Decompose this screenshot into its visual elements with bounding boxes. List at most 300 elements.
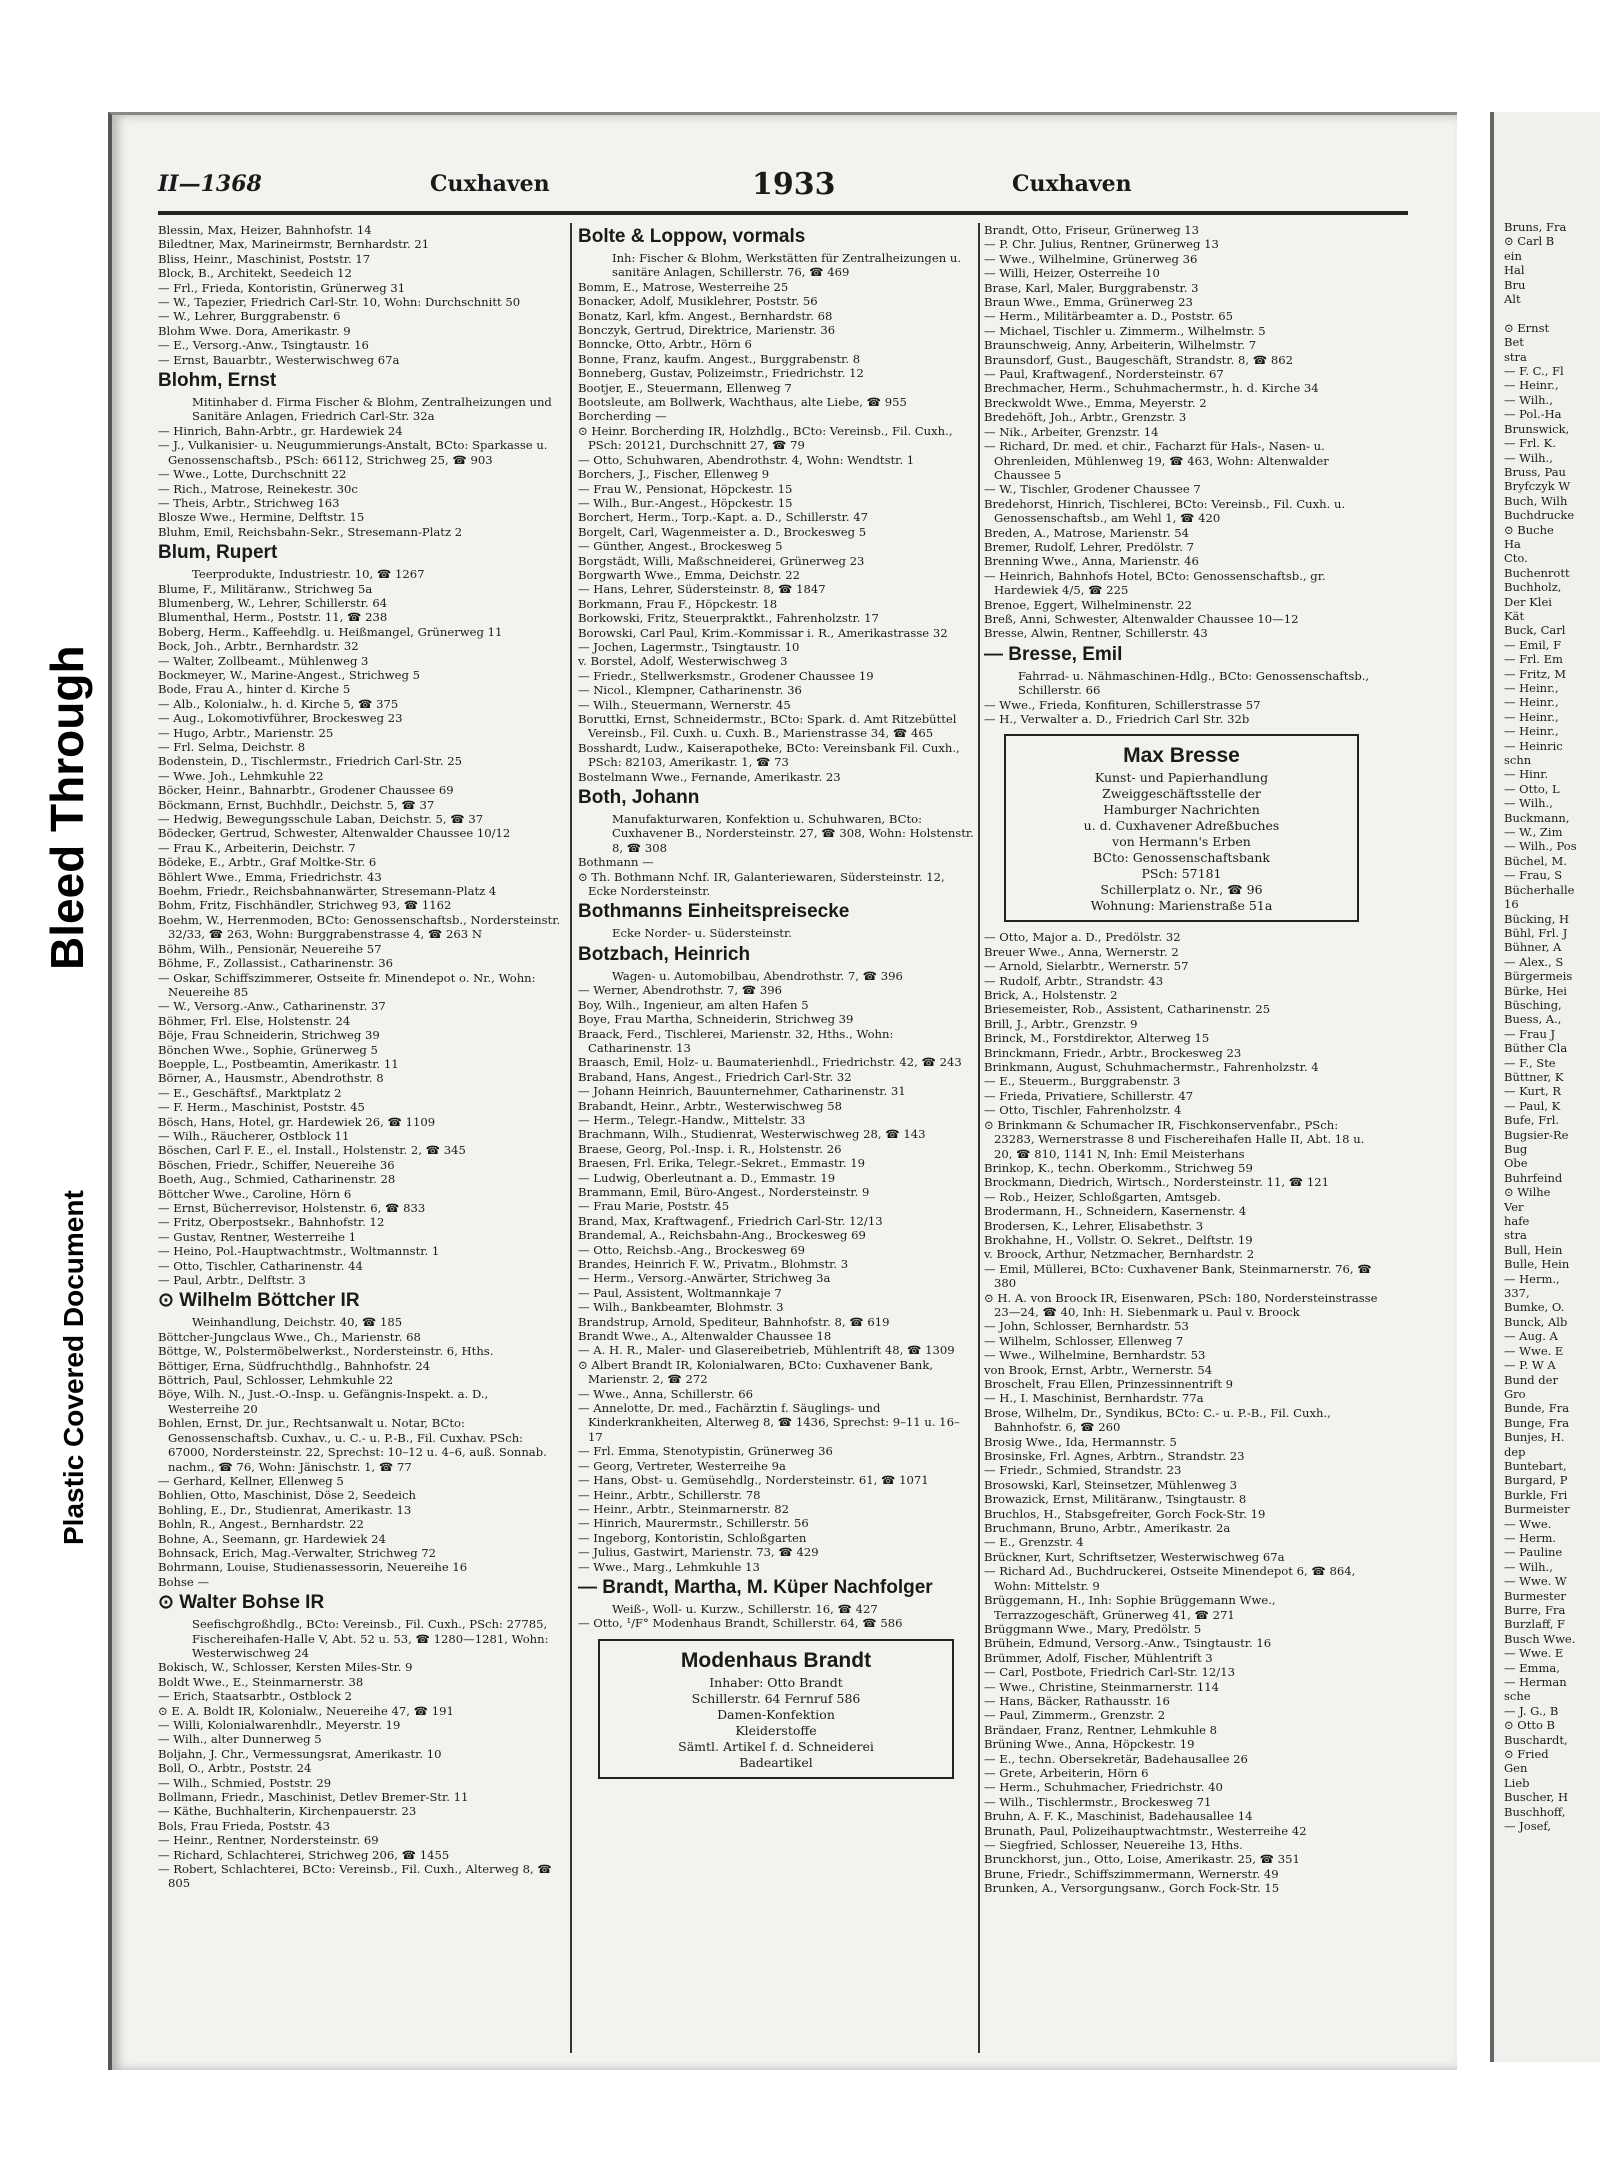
adjacent-page-line: ⊙ Fried [1504,1747,1549,1762]
directory-entry: Bohrmann, Louise, Studienassessorin, Neuereihe 16 [158,1560,468,1575]
advert-line: Kleiderstoffe [735,1722,817,1738]
directory-entry: — Herm., Telegr.-Handw., Mittelstr. 33 [578,1112,806,1127]
page-header [112,115,1457,207]
adjacent-page-line: — Wilh., [1504,450,1553,465]
adjacent-page-line: — Pauline [1504,1545,1563,1560]
directory-entry: — A. H. R., Maler- und Glasereibetrieb, Mühlentrift 48, ☎ 1309 [578,1343,955,1358]
directory-entry: Brüggemann, H., Inh: Sophie Brüggemann Wwe., Terrazzogeschäft, Grünerweg 41, ☎ 271 [984,1593,1276,1622]
adjacent-page-line: — Herm., [1504,1271,1560,1286]
directory-entry: Bootjer, E., Steuermann, Ellenweg 7 [578,380,792,395]
bleed-through-label: Bleed Through [41,645,93,970]
directory-entry: — Otto, Major a. D., Predölstr. 32 [984,930,1181,945]
directory-entry: Brunken, A., Versorgungsanw., Gorch Fock-Str. 15 [984,1881,1280,1896]
directory-entry: Brüggmann Wwe., Mary, Predölstr. 5 [984,1621,1202,1636]
adjacent-page-line: — Wilh., [1504,392,1553,407]
adjacent-page-line: — Alex., S [1504,954,1564,969]
adjacent-page-line: Bürgermeis [1504,969,1573,984]
directory-entry: — Ingeborg, Kontoristin, Schloßgarten [578,1530,807,1545]
directory-entry: Bonczyk, Gertrud, Direktrice, Marienstr. 36 [578,323,836,338]
directory-entry: — E., techn. Obersekretär, Badehausallee 26 [984,1751,1248,1766]
directory-entry: — Friedr., Stellwerksmstr., Grodener Chaussee 19 [578,668,874,683]
adjacent-page-line: ⊙ Buche [1504,522,1554,537]
adjacent-page-line: Bühl, Frl. J [1504,925,1568,940]
directory-entry: — Erich, Staatsarbtr., Ostblock 2 [158,1689,353,1704]
directory-entry: Brandt, Otto, Friseur, Grünerweg 13 [984,223,1200,237]
adjacent-page-line: dep [1504,1444,1526,1459]
column-3-entries-continued [984,930,1379,1895]
adjacent-page-line: Bunde, Fra [1504,1401,1570,1416]
directory-entry: Braunsdorf, Gust., Baugeschäft, Strandstr. 8, ☎ 862 [984,352,1293,367]
adjacent-page-line: — Wwe. E [1504,1646,1564,1661]
directory-entry: Bohse — [158,1574,210,1589]
adjacent-page-line: Bücking, H [1504,911,1570,926]
advert-lines [604,1675,948,1771]
directory-entry: Bluhm, Emil, Reichsbahn-Sekr., Stresemann-Platz 2 [158,524,463,539]
directory-entry: Breckwoldt Wwe., Emma, Meyerstr. 2 [984,395,1207,410]
directory-entry: — Aug., Lokomotivführer, Brockesweg 23 [158,711,403,726]
directory-entry: Brokhahne, H., Vollstr. O. Sekret., Delftstr. 19 [984,1232,1253,1247]
header-city-right: Cuxhaven [1012,171,1132,197]
directory-entry: — Wilh., Räucherer, Ostblock 11 [158,1128,350,1143]
directory-entry: Bohlien, Otto, Maschinist, Döse 2, Seedeich [158,1488,416,1503]
directory-page [108,112,1457,2070]
directory-entry: Bokisch, W., Schlosser, Kersten Miles-Str. 9 [158,1660,413,1675]
directory-entry: Böttiger, Erna, Südfruchthdlg., Bahnhofstr. 24 [158,1358,431,1373]
adjacent-page-line: Büsching, [1504,997,1562,1012]
directory-entry: — Jochen, Lagermstr., Tsingtaustr. 10 [578,639,800,654]
directory-entry: — Frau Marie, Poststr. 45 [578,1199,730,1214]
directory-entry: Brändaer, Franz, Rentner, Lehmkuhle 8 [984,1722,1218,1737]
adjacent-page-line: — Wwe. W [1504,1574,1567,1589]
directory-entry: Brinkmann, August, Schuhmachermstr., Fahrenholzstr. 4 [984,1060,1319,1075]
adjacent-page-line: Kät [1504,608,1525,623]
adjacent-page-line: Der Klei [1504,594,1552,609]
directory-entry: — Oskar, Schiffszimmerer, Ostseite fr. Minendepot o. Nr., Wohn: Neuereihe 85 [158,970,536,999]
directory-entry: Bodenstein, D., Tischlermstr., Friedrich Carl-Str. 25 [158,754,463,769]
directory-entry: Boljahn, J. Chr., Vermessungsrat, Amerikastr. 10 [158,1746,442,1761]
directory-entry: Brinck, M., Forstdirektor, Alterweg 15 [984,1031,1210,1046]
directory-entry: — Otto, Tischler, Catharinenstr. 44 [158,1258,363,1273]
directory-entry: Bockmeyer, W., Marine-Angest., Strichweg 5 [158,667,421,682]
directory-entry: Brand, Max, Kraftwagenf., Friedrich Carl-Str. 12/13 [578,1213,883,1228]
directory-entry: v. Broock, Arthur, Netzmacher, Bernhardstr. 2 [984,1247,1255,1262]
directory-entry: Braun Wwe., Emma, Grünerweg 23 [984,295,1193,310]
page-number: II—1368 [158,171,262,197]
directory-entry: — Michael, Tischler u. Zimmerm., Wilhelmstr. 5 [984,323,1266,338]
directory-entry: Brosinske, Frl. Agnes, Arbtrn., Strandstr. 23 [984,1449,1245,1464]
adjacent-page-line: Brunswick, [1504,421,1570,436]
directory-entry: Brockmann, Diedrich, Wirtsch., Nordersteinstr. 11, ☎ 121 [984,1175,1329,1190]
directory-heading-entry: Blohm, Ernst [158,370,277,392]
adjacent-page-line: — Hinr. [1504,767,1549,782]
directory-entry: — E., Versorg.-Anw., Tsingtaustr. 16 [158,338,369,353]
adjacent-page-line: — F. C., Fl [1504,364,1564,379]
directory-entry-detail: Teerprodukte, Industriestr. 10, ☎ 1267 [192,567,425,582]
directory-entry: Brechmacher, Herm., Schuhmachermstr., h. d. Kirche 34 [984,381,1319,396]
directory-entry: Brase, Karl, Maler, Burggrabenstr. 3 [984,280,1199,295]
directory-entry: Böttge, W., Polstermöbelwerkst., Nordersteinstr. 6, Hths. [158,1344,494,1359]
adjacent-page-line: 16 [1504,897,1519,912]
directory-entry: — Hinrich, Maurermstr., Schillerstr. 56 [578,1516,809,1531]
advert-line: Damen-Konfektion [717,1706,835,1722]
directory-entry: — Emil, Müllerei, BCto: Cuxhavener Bank, Steinmarnerstr. 76, ☎ 380 [984,1261,1372,1291]
directory-heading-entry: ⊙ Walter Bohse IR [158,1592,325,1614]
adjacent-page-line: Bufe, Frl. [1504,1113,1560,1128]
adjacent-page-line: Buckmann, [1504,810,1570,825]
directory-entry: — Nicol., Klempner, Catharinenstr. 36 [578,683,802,698]
adjacent-page-line: Gen [1504,1761,1528,1776]
directory-entry: Böschen, Carl F. E., el. Install., Holstenstr. 2, ☎ 345 [158,1143,466,1158]
adjacent-page-line: Bryfczyk W [1504,479,1571,494]
advert-line: u. d. Cuxhavener Adreßbuches [1083,818,1280,834]
directory-entry: — Paul, Arbtr., Delftstr. 3 [158,1273,306,1288]
directory-entry: — E., Steuerm., Burggrabenstr. 3 [984,1074,1181,1089]
adjacent-page-line: — F., Ste [1504,1055,1556,1070]
directory-entry: von Brook, Ernst, Arbtr., Wernerstr. 54 [984,1362,1213,1377]
adjacent-page-line: ⊙ Otto B [1504,1718,1555,1733]
directory-entry: Braasch, Emil, Holz- u. Baumaterienhdl., Friedrichstr. 42, ☎ 243 [578,1055,962,1070]
directory-entry: Boehm, Friedr., Reichsbahnanwärter, Stresemann-Platz 4 [158,884,497,899]
directory-entry: Brandemal, A., Reichsbahn-Ang., Brockesweg 69 [578,1228,866,1243]
directory-entry: Bonne, Franz, kaufm. Angest., Burggrabenstr. 8 [578,351,861,366]
directory-entry: — W., Tischler, Grodener Chaussee 7 [984,482,1201,497]
adjacent-page-line: — Heinr., [1504,724,1559,739]
directory-entry: Browazick, Ernst, Militäranw., Tsingtaustr. 8 [984,1492,1247,1507]
directory-entry: Boldt Wwe., E., Steinmarnerstr. 38 [158,1674,364,1689]
directory-entry: — Ludwig, Oberleutnant a. D., Emmastr. 19 [578,1170,836,1185]
adjacent-page-line: Bund der [1504,1372,1558,1387]
adjacent-page-line: — Frau J [1504,1026,1556,1041]
directory-entry: Bothmann — [578,855,654,870]
directory-entry: Bödecker, Gertrud, Schwester, Altenwalder Chaussee 10/12 [158,826,511,841]
adjacent-page-line: Buchdrucke [1504,508,1575,523]
adjacent-page-line: Burgard, P [1504,1473,1568,1488]
directory-entry: Brose, Wilhelm, Dr., Syndikus, BCto: C.- u. P.-B., Fil. Cuxh., Bahnhofstr. 6, ☎ 260 [984,1405,1331,1435]
advert-line: PSch: 57181 [1141,866,1222,882]
directory-entry: — Günther, Angest., Brockesweg 5 [578,539,783,554]
directory-entry: ⊙ Albert Brandt IR, Kolonialwaren, BCto: Cuxhavener Bank, Marienstr. 2, ☎ 272 [578,1357,934,1387]
directory-heading-entry: — Bresse, Emil [984,643,1123,665]
directory-entry: — H., I. Maschinist, Bernhardstr. 77a [984,1391,1204,1406]
directory-entry: — Robert, Schlachterei, BCto: Vereinsb., Fil. Cuxh., Alterweg 8, ☎ 805 [158,1862,552,1891]
adjacent-page-line: — Heinr., [1504,709,1559,724]
directory-entry: — Carl, Postbote, Friedrich Carl-Str. 12/13 [984,1665,1235,1680]
adjacent-page-line: Bühner, A [1504,940,1562,955]
directory-entry: — F. Herm., Maschinist, Poststr. 45 [158,1100,365,1115]
directory-entry: Bredehorst, Hinrich, Tischlerei, BCto: Vereinsb., Fil. Cuxh. u. Genossenschaftsb., am Wehl 1, ☎ 420 [984,496,1346,526]
adjacent-page-line: ⊙ Ernst [1504,320,1550,335]
directory-entry: — Arnold, Sielarbtr., Wernerstr. 57 [984,959,1189,974]
directory-entry: Borgstädt, Willi, Maßschneiderei, Grünerweg 23 [578,553,865,568]
directory-entry: — Wwe., Christine, Steinmarnerstr. 114 [984,1679,1219,1694]
column-divider [978,223,980,2053]
directory-entry: — Herm., Versorg.-Anwärter, Strichweg 3a [578,1271,831,1286]
directory-entry: — Otto, ¹/F° Modenhaus Brandt, Schillerstr. 64, ☎ 586 [578,1616,903,1631]
directory-entry: Brüning Wwe., Anna, Höpckestr. 19 [984,1737,1195,1752]
adjacent-page-line: — Frl. Em [1504,652,1563,667]
adjacent-page-line: Bruss, Pau [1504,464,1566,479]
directory-entry-detail: Inh: Fischer & Blohm, Werkstätten für Zentralheizungen u. sanitäre Anlagen, Schillerstr. 76, ☎ 469 [612,251,962,280]
directory-entry: Bödeke, E., Arbtr., Graf Moltke-Str. 6 [158,855,377,870]
column-3-entries [984,223,1379,726]
directory-entry: Bredehöft, Joh., Arbtr., Grenzstr. 3 [984,410,1187,425]
adjacent-page-line: — Heinr., [1504,695,1559,710]
directory-entry: — Siegfried, Schlosser, Neuereihe 13, Hths. [984,1838,1243,1852]
directory-heading-entry: Both, Johann [578,787,700,809]
directory-entry: Braack, Ferd., Tischlerei, Marienstr. 32, Hths., Wohn: Catharinenstr. 13 [578,1026,894,1055]
adjacent-page-line: Buess, A., [1504,1012,1562,1027]
adjacent-page-line: — Paul, K [1504,1098,1561,1113]
advert-line: Schillerstr. 64 Fernruf 586 [691,1690,861,1706]
adjacent-page-line: Cto. [1504,551,1528,566]
directory-entry: Borkowski, Fritz, Steuerpraktkt., Fahrenholzstr. 17 [578,611,879,626]
directory-entry: Bock, Joh., Arbtr., Bernhardstr. 32 [158,639,359,654]
adjacent-page-line: Hal [1504,263,1525,278]
directory-entry: — Otto, Tischler, Fahrenholzstr. 4 [984,1103,1182,1118]
directory-entry: Brammann, Emil, Büro-Angest., Nordersteinstr. 9 [578,1184,870,1199]
directory-entry: Boehm, W., Herrenmoden, BCto: Genossenschaftsb., Nordersteinstr. 32/33, ☎ 263, Wohn: Burggrabenstrasse 4, ☎ 263 N [158,912,561,942]
directory-entry: Borchert, Herm., Torp.-Kapt. a. D., Schillerstr. 47 [578,510,869,525]
directory-entry: Bohm, Fritz, Fischhändler, Strichweg 93, ☎ 1162 [158,898,452,913]
directory-entry: Breß, Anni, Schwester, Altenwalder Chaussee 10—12 [984,611,1299,626]
directory-entry: Borchers, J., Fischer, Ellenweg 9 [578,467,770,482]
directory-entry: Bruchmann, Bruno, Arbtr., Amerikastr. 2a [984,1521,1231,1536]
adjacent-page-lines [1504,220,1600,1834]
adjacent-page-line: Gro [1504,1386,1526,1401]
directory-entry: Brümmer, Adolf, Fischer, Mühlentrift 3 [984,1650,1213,1665]
directory-entry: Brune, Friedr., Schiffszimmermann, Wernerstr. 49 [984,1866,1279,1881]
directory-entry-detail: Weiß-, Woll- u. Kurzw., Schillerstr. 16, ☎ 427 [612,1601,878,1616]
directory-entry: Brachmann, Wilh., Studienrat, Westerwischweg 28, ☎ 143 [578,1127,926,1142]
directory-entry: ⊙ Th. Bothmann Nchf. IR, Galanteriewaren, Südersteinstr. 12, Ecke Nordersteinstr. [578,869,945,899]
directory-entry: — Wilh., Bankbeamter, Blohmstr. 3 [578,1300,784,1315]
directory-entry: — Rob., Heizer, Schloßgarten, Amtsgeb. [984,1189,1221,1204]
directory-entry: Brühein, Edmund, Versorg.-Anw., Tsingtaustr. 16 [984,1636,1272,1651]
directory-entry: — Rudolf, Arbtr., Strandstr. 43 [984,973,1164,988]
directory-entry: — Hans, Obst- u. Gemüsehdlg., Nordersteinstr. 61, ☎ 1071 [578,1473,929,1488]
directory-entry: Briesemeister, Rob., Assistent, Catharinenstr. 25 [984,1002,1271,1017]
directory-entry: — Otto, Reichsb.-Ang., Brockesweg 69 [578,1242,806,1257]
column-1-entries [158,223,563,1891]
left-margin-strip [0,40,100,2080]
adjacent-page-line: stra [1504,349,1527,364]
directory-entry: Brandstrup, Arnold, Spediteur, Bahnhofstr. 8, ☎ 619 [578,1314,890,1329]
directory-entry: Böhlert Wwe., Emma, Friedrichstr. 43 [158,869,382,884]
directory-entry: — Wwe., Anna, Schillerstr. 66 [578,1386,754,1401]
directory-entry: — Wilhelm, Schlosser, Ellenweg 7 [984,1333,1184,1348]
adjacent-page-line: — Frl. K. [1504,436,1556,451]
directory-entry: — Paul, Assistent, Woltmannkaje 7 [578,1285,782,1300]
advert-line: von Hermann's Erben [1112,834,1251,850]
directory-entry: — Wwe., Wilhelmine, Grünerweg 36 [984,251,1198,266]
adjacent-page-line: Buch, Wilh [1504,493,1568,508]
directory-entry: — Frieda, Privatiere, Schillerstr. 47 [984,1088,1194,1103]
directory-heading-entry: Bolte & Loppow, vormals [578,226,806,247]
directory-entry: Brückner, Kurt, Schriftsetzer, Westerwischweg 67a [984,1549,1285,1564]
adjacent-page-line: — J. G., B [1504,1703,1559,1718]
directory-entry: — W., Tapezier, Friedrich Carl-Str. 10, Wohn: Durchschnitt 50 [158,295,521,310]
advert-line: Wohnung: Marienstraße 51a [1090,898,1273,914]
directory-entry: Broschelt, Frau Ellen, Prinzessinnentrift 9 [984,1377,1234,1391]
directory-entry: Biledtner, Max, Marineirmstr, Bernhardstr. 21 [158,237,430,252]
column-1 [158,223,563,2053]
directory-entry: — Richard, Dr. med. et chir., Facharzt für Hals-, Nasen- u. Ohrenleiden, Mühlenweg 19, ☎ 463, Wohn: Altenwalder Chaussee 5 [984,439,1329,482]
directory-entry-detail: Seefischgroßhdlg., BCto: Vereinsb., Fil. Cuxh., PSch: 27785, Fischereihafen-Halle V, Abt. 52 u. 53, ☎ 1280—1281, Wohn: Westerwischweg 24 [192,1617,549,1660]
directory-entry: Borcherding — [578,409,667,424]
directory-entry: Brenoe, Eggert, Wilhelminenstr. 22 [984,597,1193,612]
directory-entry: v. Borstel, Adolf, Westerwischweg 3 [578,654,788,669]
adjacent-page-line: — Heinr., [1504,681,1559,695]
directory-entry: — H., Verwalter a. D., Friedrich Carl Str. 32b [984,712,1250,726]
adjacent-page-line: ⊙ Wilhe [1504,1185,1551,1200]
directory-entry: — Frl. Emma, Stenotypistin, Grünerweg 36 [578,1444,833,1459]
directory-entry: Brinckmann, Friedr., Arbtr., Brockesweg 23 [984,1045,1242,1060]
adjacent-page-line: Buschhoff, [1504,1804,1566,1819]
directory-entry: Brill, J., Arbtr., Grenzstr. 9 [984,1016,1138,1031]
directory-entry: — Paul, Zimmerm., Grenzstr. 2 [984,1708,1166,1723]
column-3 [984,223,1379,2053]
adjacent-page-line: — Frau, S [1504,868,1563,883]
directory-entry: Breuer Wwe., Anna, Wernerstr. 2 [984,944,1179,959]
directory-entry: Böttcher-Jungclaus Wwe., Ch., Marienstr. 68 [158,1329,421,1344]
adjacent-page-line: — W., Zim [1504,825,1563,840]
adjacent-page-line: Bet [1504,335,1524,350]
advert-line: Inhaber: Otto Brandt [709,1674,843,1690]
adjacent-page-line: — Pol.-Ha [1504,407,1562,422]
directory-entry: — Frl., Frieda, Kontoristin, Grünerweg 31 [158,280,406,295]
directory-entry: — Wilh., Bur.-Angest., Höpckestr. 15 [578,495,793,510]
adjacent-page-line: Buchenrott [1504,565,1570,580]
directory-entry: Brenning Wwe., Anna, Marienstr. 46 [984,554,1199,569]
directory-entry: — Herm., Militärbeamter a. D., Poststr. 65 [984,309,1234,324]
directory-entry: — Annelotte, Dr. med., Fachärztin f. Säuglings- und Kinderkrankheiten, Alterweg 8, ☎ 1436, Sprechst: 9–11 u. 16–17 [578,1401,960,1444]
adjacent-page-line: — Fritz, M [1504,666,1567,681]
directory-entry: — Walter, Zollbeamt., Mühlenweg 3 [158,653,369,668]
directory-entry: — Wilh., Schmied, Poststr. 29 [158,1775,332,1790]
directory-entry: — Willi, Heizer, Osterreihe 10 [984,266,1160,281]
directory-entry: Bohling, E., Dr., Studienrat, Amerikastr. 13 [158,1502,412,1517]
directory-entry: — Käthe, Buchhalterin, Kirchenpauerstr. 23 [158,1804,417,1819]
directory-entry: Boye, Frau Martha, Schneiderin, Strichweg 39 [578,1012,854,1027]
directory-entry-detail: Fahrrad- u. Nähmaschinen-Hdlg., BCto: Genossenschaftsb., Schillerstr. 66 [1018,668,1370,698]
directory-entry: Bönchen Wwe., Sophie, Grünerweg 5 [158,1042,378,1057]
directory-entry: Blosze Wwe., Hermine, Delftstr. 15 [158,510,365,525]
directory-entry: — Wilh., alter Dunnerweg 5 [158,1732,322,1747]
adjacent-page-line: Buchholz, [1504,580,1562,595]
adjacent-page-line: Bunge, Fra [1504,1415,1570,1430]
adjacent-page-line: sche [1504,1689,1531,1704]
directory-entry: — Hinrich, Bahn-Arbtr., gr. Hardewiek 24 [158,423,403,438]
directory-entry: Bode, Frau A., hinter d. Kirche 5 [158,682,351,697]
directory-entry: Böttrich, Paul, Schlosser, Lehmkuhle 22 [158,1373,394,1388]
directory-entry: — Grete, Arbeiterin, Hörn 6 [984,1765,1149,1780]
advert-line: BCto: Genossenschaftsbank [1092,850,1270,866]
adjacent-page-line: Buck, Carl [1504,623,1566,638]
directory-entry: Bruchlos, H., Stabsgefreiter, Gorch Fock-Str. 19 [984,1506,1266,1521]
advert-line: Schillerplatz o. Nr., ☎ 96 [1100,882,1263,898]
directory-entry: Bomm, E., Matrose, Westerreihe 25 [578,279,789,294]
header-year: 1933 [752,167,836,202]
advert-line: Zweiggeschäftsstelle der [1102,786,1261,802]
adjacent-page-line: — Aug. A [1504,1329,1558,1344]
adjacent-page-line: Burmeister [1504,1502,1570,1517]
directory-entry: Braunschweig, Anny, Arbeiterin, Wilhelmstr. 7 [984,338,1257,353]
directory-entry: ⊙ E. A. Boldt IR, Kolonialw., Neuereihe 47, ☎ 191 [158,1703,454,1718]
directory-entry: Börner, A., Hausmstr., Abendrothstr. 8 [158,1071,384,1086]
adjacent-page-line: ein [1504,248,1522,263]
directory-entry: Boberg, Herm., Kaffeehdlg. u. Heißmangel, Grünerweg 11 [158,624,503,639]
directory-entry: Blessin, Max, Heizer, Bahnhofstr. 14 [158,223,372,237]
adjacent-page-line: Buntebart, [1504,1458,1567,1473]
directory-entry: — Gustav, Rentner, Westerreihe 1 [158,1229,357,1244]
adjacent-page-line: Bumke, O. [1504,1300,1565,1315]
directory-entry: Bremer, Rudolf, Lehrer, Predölstr. 7 [984,539,1194,554]
directory-entry: Böcker, Heinr., Bahnarbtr., Grodener Chaussee 69 [158,783,454,798]
adjacent-page-line: hafe [1504,1214,1530,1229]
directory-entry: — Theis, Arbtr., Strichweg 163 [158,495,340,510]
directory-entry: — Otto, Schuhwaren, Abendrothstr. 4, Wohn: Wendtstr. 1 [578,452,915,467]
directory-entry: — Wwe., Frieda, Konfituren, Schillerstrasse 57 [984,697,1261,712]
directory-entry: Brick, A., Holstenstr. 2 [984,988,1118,1003]
directory-entry: — Wwe., Marg., Lehmkuhle 13 [578,1559,760,1574]
adjacent-page-fragment [1490,112,1600,2062]
directory-entry: — Frl. Selma, Deichstr. 8 [158,740,306,754]
adjacent-page-line: — Heinr., [1504,378,1559,393]
directory-entry: — P. Chr. Julius, Rentner, Grünerweg 13 [984,237,1219,252]
directory-entry: Bohln, R., Angest., Bernhardstr. 22 [158,1517,364,1532]
adjacent-page-line: — Herm. [1504,1530,1557,1545]
directory-heading-entry: Bothmanns Einheitspreisecke [578,901,850,923]
directory-entry: — Friedr., Schmied, Strandstr. 23 [984,1463,1182,1478]
directory-entry: — John, Schlosser, Bernhardstr. 53 [984,1319,1189,1334]
directory-heading-entry: ⊙ Wilhelm Böttcher IR [158,1290,360,1312]
directory-entry: — Johann Heinrich, Bauunternehmer, Catharinenstr. 31 [578,1084,906,1099]
directory-entry: — Heinr., Arbtr., Schillerstr. 78 [578,1487,761,1502]
header-city-left: Cuxhaven [430,171,550,197]
directory-entry: Block, B., Architekt, Seedeich 12 [158,266,352,281]
directory-entry: — Hans, Bäcker, Rathausstr. 16 [984,1693,1170,1708]
adjacent-page-line: Burkle, Fri [1504,1487,1568,1502]
adjacent-page-line: — P. W A [1504,1358,1556,1373]
directory-entry: — Wilh., Tischlermstr., Brockesweg 71 [984,1794,1212,1809]
adjacent-page-line: Bulle, Hein [1504,1257,1570,1272]
directory-entry: Brandt Wwe., A., Altenwalder Chaussee 18 [578,1329,832,1344]
directory-entry: — Heino, Pol.-Hauptwachtmstr., Woltmannstr. 1 [158,1244,440,1259]
directory-entry: Böschen, Friedr., Schiffer, Neuereihe 36 [158,1157,395,1172]
directory-entry: — Heinrich, Bahnhofs Hotel, BCto: Genossenschaftsb., gr. Hardewiek 4/5, ☎ 225 [984,568,1326,598]
directory-entry: Blohm Wwe. Dora, Amerikastr. 9 [158,323,351,338]
adjacent-page-line: Burzlaff, F [1504,1617,1565,1632]
advert-max-bresse [1004,734,1359,922]
directory-entry-detail: Weinhandlung, Deichstr. 40, ☎ 185 [192,1315,403,1330]
adjacent-page-line: Bruns, Fra [1504,220,1567,234]
directory-entry: Braese, Georg, Pol.-Insp. i. R., Holstenstr. 26 [578,1141,842,1156]
adjacent-page-line: Obe [1504,1156,1528,1171]
directory-entry: Böckmann, Ernst, Buchhdlr., Deichstr. 5, ☎ 37 [158,797,435,812]
directory-entry: Bohne, A., Seemann, gr. Hardewiek 24 [158,1531,386,1546]
directory-entry: — E., Grenzstr. 4 [984,1535,1084,1550]
adjacent-page-line: Alt [1504,292,1521,307]
directory-entry: Bohlen, Ernst, Dr. jur., Rechtsanwalt u. Notar, BCto: Genossenschaftsb. Cuxhav., u. C.- u. P.-B., Fil. Cuxhav. PSch: 67000, Nordersteinstr. 22, Sprechst: 10–12 u. 4–6, auß. Sonnab. nachm., ☎ 76, Wohn: Jänischstr. 1, ☎ 77 [158,1416,547,1474]
directory-entry: — Gerhard, Kellner, Ellenweg 5 [158,1473,344,1488]
directory-entry: Brinkop, K., techn. Oberkomm., Strichweg 59 [984,1160,1253,1175]
adjacent-page-line: — Kurt, R [1504,1084,1561,1099]
directory-entry: — Fritz, Oberpostsekr., Bahnhofstr. 12 [158,1215,385,1230]
advert-title: Max Bresse [1123,744,1240,768]
advert-lines [1010,770,1353,914]
directory-entry: — Herm., Schuhmacher, Friedrichstr. 40 [984,1780,1223,1795]
adjacent-page-line: — Wilh., [1504,1559,1553,1574]
